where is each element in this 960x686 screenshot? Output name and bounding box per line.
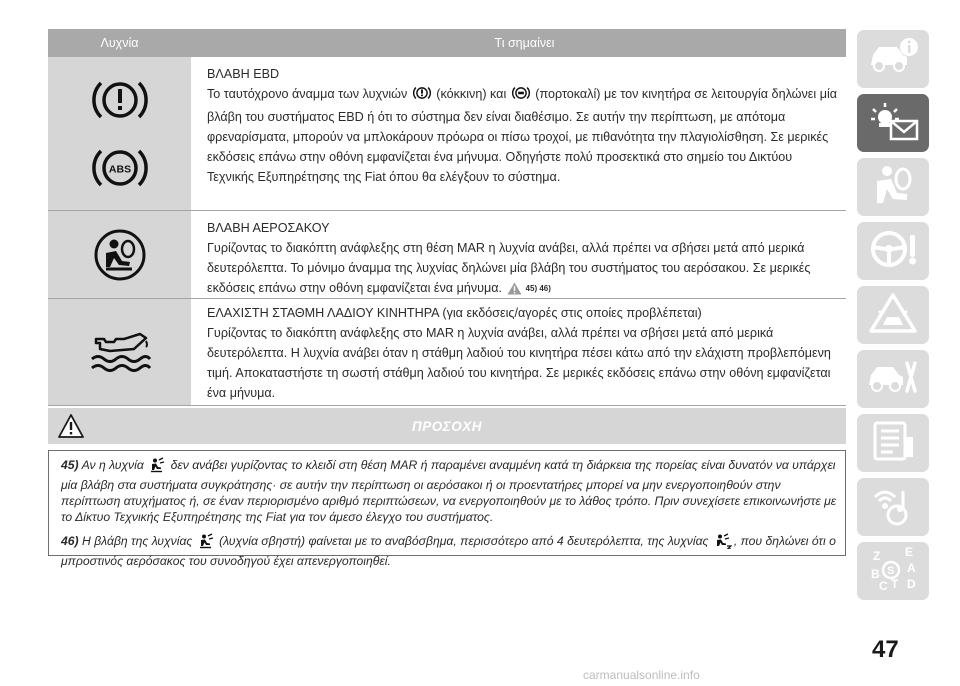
- warning-header: [48, 408, 846, 444]
- svg-text:T: T: [891, 576, 899, 591]
- table-row: [48, 211, 846, 299]
- svg-text:S: S: [887, 564, 895, 577]
- car-info-icon: [865, 35, 921, 84]
- tab-maintenance[interactable]: [857, 350, 929, 408]
- table-row: [48, 299, 846, 406]
- warning-triangle-icon: [507, 281, 522, 301]
- airbag-warning-icon: [92, 229, 148, 281]
- header-icon-column: Λυχνία: [100, 36, 139, 50]
- airbag-warning-icon: [198, 533, 214, 553]
- warning-triangle-icon: [58, 414, 84, 443]
- row-text: Γυρίζοντας το διακόπτη ανάφλεξης στο MAR η λυχνία ανάβει, αλλά πρέπει να σβήσει μετά από μερικά δευτερόλεπτα. Η λυχνία ανάβει όταν η στάθμη λαδιού του κινητήρα πέσει κάτω από την ελάχιστη προβλεπόμενη τιμή. Αποκαταστήστε τη σωστή στάθμη λαδιού του κινητήρα. Σε μερικές εκδόσεις επάνω στην οθόνη εμφανίζεται ένα μήνυμα.: [207, 326, 831, 400]
- warning-title: ΠΡΟΣΟΧΗ: [412, 418, 482, 434]
- row-text: (πορτοκαλί) με τον κινητήρα σε λειτουργία δηλώνει μία βλάβη του συστήματος EBD ή ότι το σύστημα δεν είναι διαθέσιμο. Σε αυτήν την περίπτωση, με απότομα φρεναρίσματα, μπορούν να μπλοκάρουν πρόωρα οι πίσω τροχοί, με πιθανότητα την πλαγιολίσθηση. Σε μερικές εκδόσεις επάνω στην οθόνη εμφανίζεται ένα μήνυμα. Οδηγήστε πολύ προσεκτικά στο σημείο του Δικτύου Τεχνικής Εξυπηρέτησης της Fiat όπου θα ελέγξουν το σύστημα.: [207, 87, 838, 184]
- tab-multimedia[interactable]: [857, 478, 929, 536]
- note-46: 46) Η βλάβη της λυχνίας (λυχνία σβηστή) φαίνεται με το αναβόσβημα, περισσότερο από 4 δευτερόλεπτα, της λυχνίας , που δηλώνει ότι ο μπροστινός αερόσακος του συνοδηγού έχει απενεργοποιηθεί.: [61, 534, 836, 568]
- warning-lights-table: [48, 29, 846, 406]
- svg-text:A: A: [907, 560, 916, 575]
- airbag-seat-icon: [865, 163, 921, 212]
- abs-warning-icon: [511, 85, 531, 107]
- header-meaning-column: Τι σημαίνει: [494, 36, 555, 50]
- footnote-refs: 45) 46): [525, 284, 551, 293]
- warning-lights-icon: [865, 99, 921, 148]
- row-title: ΕΛΑΧΙΣΤΗ ΣΤΑΘΜΗ ΛΑΔΙΟΥ ΚΙΝΗΤΗΡΑ (για εκδόσεις/αγορές στις οποίες προβλέπεται): [207, 306, 702, 320]
- tab-car-info[interactable]: [857, 30, 929, 88]
- brake-warning-icon: [412, 85, 432, 107]
- airbag-warning-icon: [149, 457, 165, 477]
- svg-text:E: E: [905, 544, 914, 559]
- car-maintenance-icon: [865, 355, 921, 404]
- tab-safety[interactable]: [857, 158, 929, 216]
- index-icon: [863, 544, 923, 599]
- note-number: 46): [61, 534, 79, 548]
- svg-text:Z: Z: [873, 548, 881, 563]
- row-text: (κόκκινη) και: [436, 87, 507, 101]
- row-title: ΒΛΑΒΗ ΑΕΡΟΣΑΚΟΥ: [207, 221, 330, 235]
- svg-text:ABS: ABS: [108, 163, 131, 175]
- svg-text:C: C: [879, 578, 888, 593]
- steering-wheel-icon: [865, 227, 921, 276]
- tab-warning-lights[interactable]: [857, 94, 929, 152]
- table-header: [48, 29, 846, 57]
- tab-technical-data[interactable]: [857, 414, 929, 472]
- row-text: Γυρίζοντας το διακόπτη ανάφλεξης στη θέση MAR η λυχνία ανάβει, αλλά πρέπει να σβήσει μετά από μερικά δευτερόλεπτα. Το μόνιμο άναμμα της λυχνίας δηλώνει μία βλάβη του συστήματος του αερόσακου. Σε μερικές εκδόσεις επάνω στην οθόνη εμφανίζεται ένα μήνυμα.: [207, 241, 811, 295]
- note-45: 45) Αν η λυχνία δεν ανάβει γυρίζοντας το κλειδί στη θέση MAR ή παραμένει αναμμένη κατά τη διάρκεια της πορείας είναι δυνατόν να υπάρχει μία βλάβη στα συστήματα συγκράτησης· σε αυτήν την περίπτωση οι αερόσακοι ή οι προεντατήρες μπορεί να μην ενεργοποιηθούν στην περίπτωση ατυχήματος ή, σε έναν περιορισμένο αριθμό περιπτώσεων, να ενεργοποιηθούν με το λάθος τρόπο. Πριν συνεχίσετε επικοινωνήστε με το Δίκτυο Τεχνικής Εξυπηρέτησης της Fiat για τον άμεσο έλεγχο του συστήματος.: [61, 458, 837, 524]
- warning-notes: [48, 450, 846, 568]
- road-hazard-icon: [865, 291, 921, 340]
- multimedia-icon: [865, 483, 921, 532]
- tab-index[interactable]: [857, 542, 929, 600]
- table-row: [48, 57, 846, 211]
- specifications-icon: [865, 419, 921, 468]
- svg-text:B: B: [871, 566, 880, 581]
- tab-starting-driving[interactable]: [857, 222, 929, 280]
- tab-emergency[interactable]: [857, 286, 929, 344]
- page-number: 47: [872, 636, 899, 663]
- abs-warning-icon: [91, 143, 149, 193]
- svg-text:D: D: [907, 576, 916, 591]
- note-number: 45): [61, 458, 79, 472]
- brake-warning-icon: [91, 75, 149, 125]
- row-title: ΒΛΑΒΗ EBD: [207, 67, 280, 81]
- passenger-airbag-off-icon: [714, 533, 732, 553]
- oil-level-icon: [88, 329, 152, 375]
- row-text: Το ταυτόχρονο άναμμα των λυχνιών: [207, 87, 408, 101]
- watermark: carmanualsonline.info: [583, 668, 700, 682]
